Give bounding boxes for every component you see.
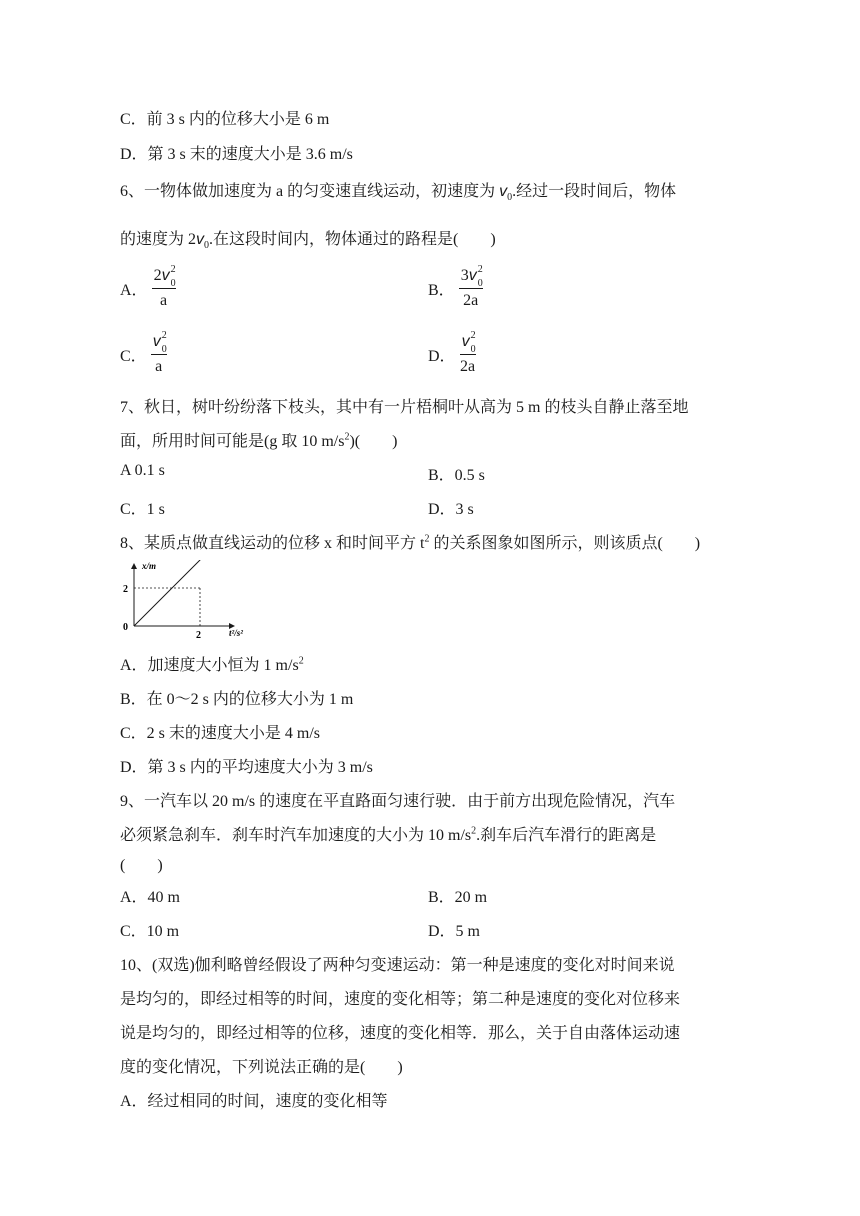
origin-label: 0	[123, 622, 128, 633]
q7-option-d: D．3 s	[428, 501, 474, 518]
q6-stem-line2: 的速度为 $2v_0$.在这段时间内，物体通过的路程是( )	[120, 231, 496, 252]
q8-option-c: C．2 s 末的速度大小是 4 m/s	[120, 725, 321, 742]
q6-option-a: A． 2v 2 0 a	[120, 264, 176, 309]
q6-option-b: B． 3v 2 0 2a	[428, 264, 483, 309]
q9-stem-line2: 必须紧急刹车．刹车时汽车加速度的大小为 10 $m/s^2$.刹车后汽车滑行的距离是	[120, 825, 657, 844]
q10-stem-line2: 是均匀的，即经过相等的时间，速度的变化相等；第二种是速度的变化对位移来	[120, 991, 681, 1008]
fraction: 3v 2 0 2a	[460, 264, 483, 309]
fraction: v 2 0 a	[152, 330, 167, 375]
q5-option-d: D．第 3 s 末的速度大小是 3.6 m/s	[120, 146, 353, 163]
q9-option-b: B．20 m	[428, 889, 488, 906]
q10-stem-line4: 度的变化情况，下列说法正确的是( )	[120, 1059, 403, 1076]
q8-option-a: A．加速度大小恒为 1 $m/s^2$	[120, 655, 304, 674]
q9-option-d: D．5 m	[428, 923, 481, 940]
x-axis-label: t²/s²	[229, 628, 243, 638]
q9-stem-line1: 9、一汽车以 20 m/s 的速度在平直路面匀速行驶．由于前方出现危险情况，汽车	[120, 793, 676, 810]
q10-option-a: A．经过相同的时间，速度的变化相等	[120, 1093, 388, 1110]
q6-option-d: D． v 2 0 2a	[428, 330, 476, 375]
q5-option-c: C．前 3 s 内的位移大小是 6 m	[120, 111, 330, 128]
q6-option-c: C． v 2 0 a	[120, 330, 167, 375]
q7-stem-line1: 7、秋日，树叶纷纷落下枝头，其中有一片梧桐叶从高为 5 m 的枝头自静止落至地	[120, 399, 689, 416]
q10-stem-line3: 说是均匀的，即经过相等的位移，速度的变化相等．那么，关于自由落体运动速	[120, 1025, 681, 1042]
q9-stem-line3: ( )	[120, 857, 163, 874]
q8-stem: 8、某质点做直线运动的位移 x 和时间平方 $t^2$ 的关系图象如图所示，则该质点( )	[120, 533, 701, 552]
q9-option-a: A．40 m	[120, 889, 181, 906]
q6-stem-line1: 6、一物体做加速度为 a 的匀变速直线运动，初速度为 $v_0$.经过一段时间后，物体	[120, 183, 677, 204]
q7-option-b: B．0.5 s	[428, 467, 485, 484]
q9-option-c: C．10 m	[120, 923, 180, 940]
q8-option-b: B．在 0～2 s 内的位移大小为 1 m	[120, 691, 354, 708]
fraction: v 2 0 2a	[460, 330, 476, 375]
x-tick-label: 2	[196, 630, 201, 641]
y-axis-label: x/m	[142, 561, 157, 571]
y-tick-label: 2	[123, 584, 128, 595]
q7-option-c: C．1 s	[120, 501, 165, 518]
x-t2-graph	[118, 560, 258, 642]
q7-option-a: A 0.1 s	[120, 462, 165, 479]
q10-stem-line1: 10、(双选)伽利略曾经假设了两种匀变速运动：第一种是速度的变化对时间来说	[120, 957, 675, 974]
q8-option-d: D．第 3 s 内的平均速度大小为 3 m/s	[120, 759, 373, 776]
q7-stem-line2: 面，所用时间可能是(g 取 10 $m/s^2$)( )	[120, 431, 398, 450]
fraction: 2v 2 0 a	[153, 264, 176, 309]
